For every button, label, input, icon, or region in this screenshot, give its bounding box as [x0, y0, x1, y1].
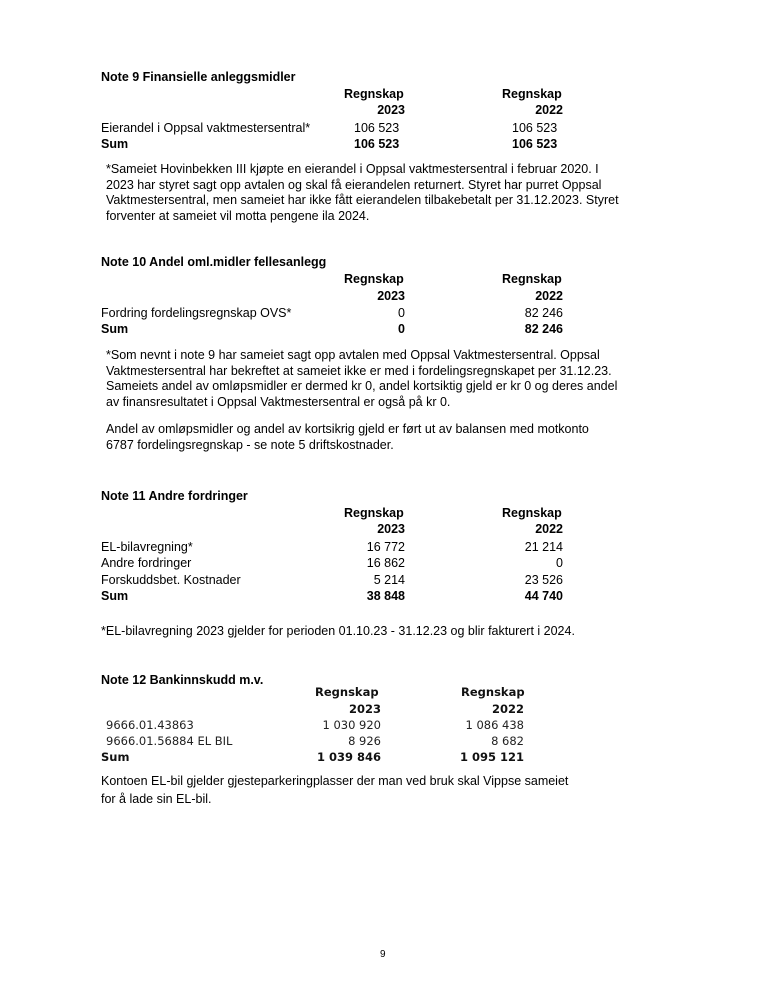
- note10-footnote-1: *Som nevnt i note 9 har sameiet sagt opp avtalen med Oppsal Vaktmestersentral. Oppsal Vaktmestersentral har bekreftet at sameiet ikke er med i fordelingsregnskapet per 31.12.23. Sameiets andel av omløpsmidler er dermed kr 0, andel kortsiktig gjeld er kr 0 og deres andel av finansresultatet i Oppsal Vaktmestersentral er også på kr 0.: [106, 348, 618, 409]
- note12-sum-2023: 1 039 846: [316, 750, 381, 764]
- note12-row-value-2023: 1 030 920: [322, 718, 381, 732]
- note11-footnote: *EL-bilavregning 2023 gjelder for perioden 01.10.23 - 31.12.23 og blir fakturert i 2024.: [101, 624, 575, 638]
- note12-row-value-2022: 8 682: [491, 734, 524, 748]
- note10-row-label: Fordring fordelingsregnskap OVS*: [101, 306, 292, 320]
- page-number: 9: [380, 949, 386, 960]
- note9-row-value-2022: 106 523: [512, 121, 558, 135]
- note10-col2-header: Regnskap: [502, 272, 562, 286]
- note9-col2-header: Regnskap: [502, 87, 562, 101]
- note9-sum-2022: 106 523: [512, 137, 558, 151]
- note11-row-value-2022: 23 526: [524, 573, 563, 587]
- note9-footnote: *Sameiet Hovinbekken III kjøpte en eierandel i Oppsal vaktmestersentral i februar 2020. I 2023 har styret sagt opp avtalen og skal få eierandelen returnert. Styret har purret Oppsal Vaktmestersentral, men sameiet har ikke fått eierandelen tilbakebetalt per 31.12.2023. Styret forventer at sameiet vil motta pengene ila 2024.: [106, 162, 619, 223]
- note11-sum-2023: 38 848: [366, 589, 405, 603]
- note10-row-value-2022: 82 246: [524, 306, 563, 320]
- note10-col1-year: 2023: [377, 289, 405, 303]
- note11-col2-header: Regnskap: [502, 506, 562, 520]
- note12-title: Note 12 Bankinnskudd m.v.: [101, 673, 264, 687]
- note11-col2-year: 2022: [535, 522, 563, 536]
- note9-row-value-2023: 106 523: [354, 121, 400, 135]
- note12-col2-header: Regnskap: [461, 685, 525, 699]
- note9-row-label: Eierandel i Oppsal vaktmestersentral*: [101, 121, 311, 135]
- note11-title: Note 11 Andre fordringer: [101, 489, 248, 503]
- note11-row-label: Andre fordringer: [101, 556, 192, 570]
- note12-col1-year: 2023: [348, 702, 381, 716]
- note12-row-value-2023: 8 926: [348, 734, 381, 748]
- note11-row-value-2022: 21 214: [524, 540, 563, 554]
- note11-sum-label: Sum: [101, 589, 129, 603]
- note10-row-value-2023: 0: [398, 306, 405, 320]
- note9-sum-label: Sum: [101, 137, 129, 151]
- note10-col1-header: Regnskap: [344, 272, 404, 286]
- note11-row-value-2022: 0: [556, 556, 563, 570]
- note11-col1-year: 2023: [377, 522, 405, 536]
- note11-sum-2022: 44 740: [524, 589, 563, 603]
- note10-title: Note 10 Andel oml.midler fellesanlegg: [101, 255, 327, 269]
- note10-sum-2022: 82 246: [524, 322, 563, 336]
- note9-col1-header: Regnskap: [344, 87, 404, 101]
- note11-row-value-2023: 5 214: [373, 573, 405, 587]
- note12-row-value-2022: 1 086 438: [465, 718, 524, 732]
- note12-row-label: 9666.01.56884 EL BIL: [106, 734, 233, 748]
- note11-row-value-2023: 16 862: [366, 556, 405, 570]
- note9-title: Note 9 Finansielle anleggsmidler: [101, 70, 296, 84]
- note10-sum-2023: 0: [398, 322, 405, 336]
- note9-sum-2023: 106 523: [354, 137, 400, 151]
- note12-col1-header: Regnskap: [315, 685, 379, 699]
- note10-footnote-2: Andel av omløpsmidler og andel av kortsikrig gjeld er ført ut av balansen med motkonto 6787 fordelingsregnskap - se note 5 driftskostnader.: [106, 422, 589, 452]
- note12-footnote: Kontoen EL-bil gjelder gjesteparkeringplasser der man ved bruk skal Vippse sameiet for å lade sin EL-bil.: [101, 774, 569, 806]
- note11-row-label: Forskuddsbet. Kostnader: [101, 573, 241, 587]
- note12-sum-2022: 1 095 121: [459, 750, 524, 764]
- note12-sum-label: Sum: [101, 750, 130, 764]
- note11-row-value-2023: 16 772: [366, 540, 405, 554]
- note10-col2-year: 2022: [535, 289, 563, 303]
- note12-col2-year: 2022: [491, 702, 524, 716]
- note11-row-label: EL-bilavregning*: [101, 540, 193, 554]
- note9-col1-year: 2023: [377, 103, 405, 117]
- note12-row-label: 9666.01.43863: [106, 718, 194, 732]
- note10-sum-label: Sum: [101, 322, 129, 336]
- note9-col2-year: 2022: [535, 103, 563, 117]
- note11-col1-header: Regnskap: [344, 506, 404, 520]
